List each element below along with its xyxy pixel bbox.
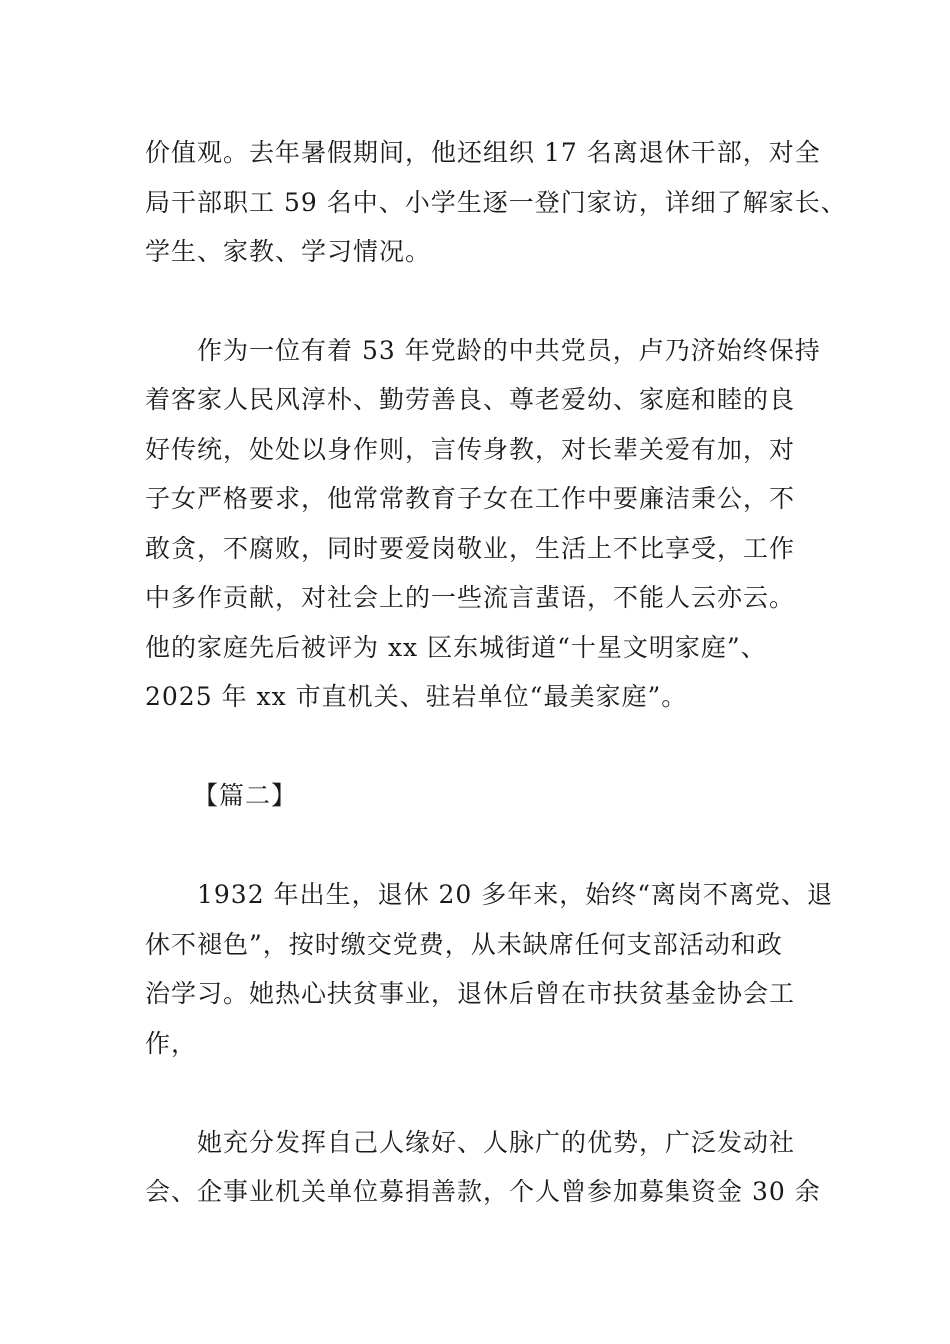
text-line: 他的家庭先后被评为 xx 区东城街道“十星文明家庭”、 [145,633,767,662]
text-line: 作为一位有着 53 年党龄的中共党员，卢乃济始终保持 [197,336,821,365]
text-line: 休不褪色”，按时缴交党费，从未缺席任何支部活动和政 [145,930,783,959]
text-line: 着客家人民风淳朴、勤劳善良、尊老爱幼、家庭和睦的良 [145,385,796,414]
text-line: 子女严格要求，他常常教育子女在工作中要廉洁秉公，不 [145,484,796,513]
section-heading: 【篇二】 [193,781,298,810]
text-line: 治学习。她热心扶贫事业，退休后曾在市扶贫基金协会工 [145,979,796,1008]
text-line: 会、企事业机关单位募捐善款，个人曾参加募集资金 30 余 [145,1177,821,1206]
text-line: 学生、家教、学习情况。 [145,237,432,266]
text-line: 敢贪，不腐败，同时要爱岗敬业，生活上不比享受，工作 [145,534,796,563]
text-line: 2025 年 xx 市直机关、驻岩单位“最美家庭”。 [145,682,688,711]
text-line: 中多作贡献，对社会上的一些流言蜚语，不能人云亦云。 [145,583,796,612]
text-line: 价值观。去年暑假期间，他还组织 17 名离退休干部，对全 [145,138,821,167]
text-line: 1932 年出生，退休 20 多年来，始终“离岗不离党、退 [197,880,834,909]
text-line: 好传统，处处以身作则，言传身教，对长辈关爱有加，对 [145,435,796,464]
text-line: 局干部职工 59 名中、小学生逐一登门家访，详细了解家长、 [145,188,847,217]
text-line: 作， [145,1029,198,1058]
text-line: 她充分发挥自己人缘好、人脉广的优势，广泛发动社 [197,1128,796,1157]
